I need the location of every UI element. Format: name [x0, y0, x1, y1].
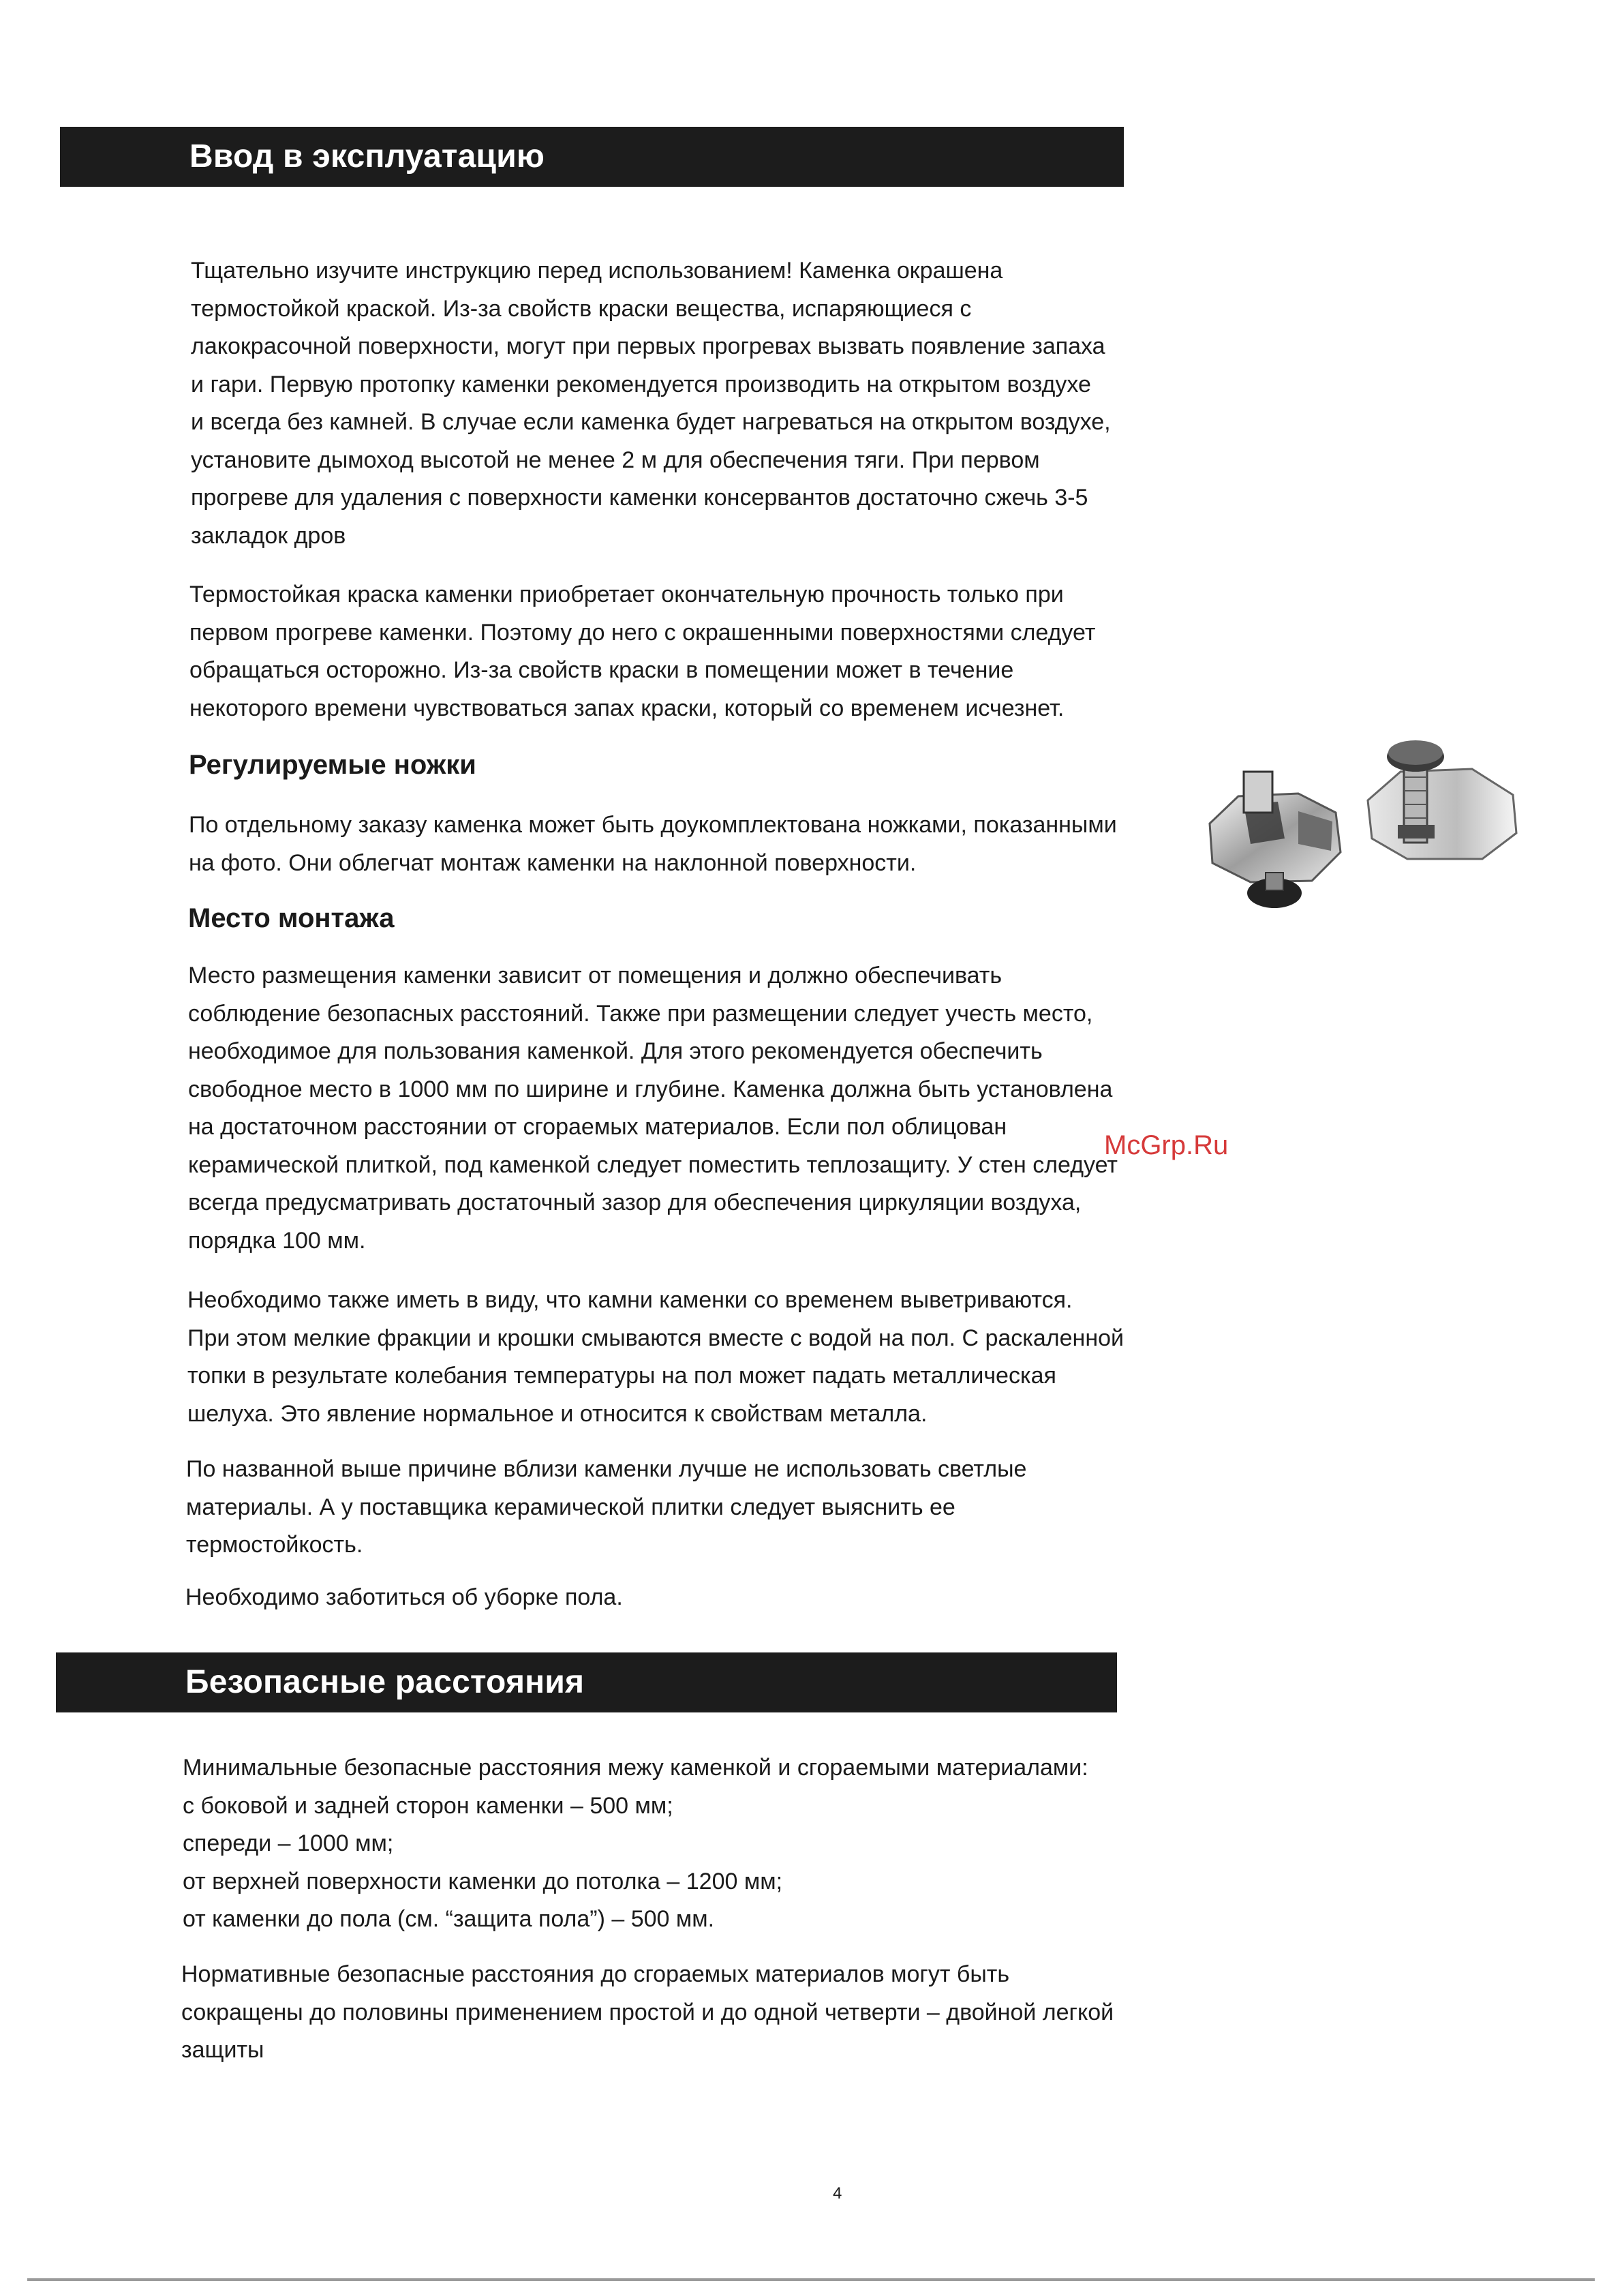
section-title-safe-distances: Безопасные расстояния — [56, 1652, 1117, 1712]
text-line: термостойкой краской. Из-за свойств краски вещества, испаряющиеся с — [191, 295, 972, 322]
text-line: некоторого времени чувствоваться запах краски, который со временем исчезнет. — [189, 695, 1065, 721]
text-line: необходимое для пользования каменкой. Для этого рекомендуется обеспечить — [188, 1038, 1043, 1064]
text-line: топки в результате колебания температуры на пол может падать металлическая — [187, 1363, 1056, 1389]
page-number: 4 — [833, 2184, 842, 2203]
text-line: Необходимо также иметь в виду, что камни каменки со временем выветриваются. — [187, 1287, 1073, 1313]
leg-left-graphic — [1210, 772, 1341, 908]
section-title-commissioning: Ввод в эксплуатацию — [60, 127, 1124, 187]
text-line: По названной выше причине вблизи каменки лучше не использовать светлые — [186, 1456, 1027, 1482]
text-line: на достаточном расстоянии от сгораемых материалов. Если пол облицован — [188, 1114, 1007, 1140]
text-line: обращаться осторожно. Из-за свойств краски в помещении может в течение — [189, 657, 1014, 683]
commissioning-paragraph-2 — [189, 576, 1095, 727]
text-line: первом прогреве каменки. Поэтому до него с окрашенными поверхностями следует — [189, 619, 1096, 646]
text-line: и гари. Первую протопку каменки рекомендуется производить на открытом воздухе — [191, 371, 1091, 397]
text-line: свободное место в 1000 мм по ширине и глубине. Каменка должна быть установлена — [188, 1076, 1113, 1102]
text-line: спереди – 1000 мм; — [183, 1830, 394, 1856]
text-line: установите дымоход высотой не менее 2 м для обеспечения тяги. При первом — [191, 447, 1040, 473]
text-line: защиты — [181, 2037, 264, 2063]
text-line: и всегда без камней. В случае если каменка будет нагреваться на открытом воздухе, — [191, 409, 1111, 435]
text-line: порядка 100 мм. — [188, 1227, 366, 1254]
text-line: Место размещения каменки зависит от помещения и должно обеспечивать — [188, 963, 1003, 988]
text-line: термостойкость. — [186, 1532, 363, 1558]
text-line: закладок дров — [191, 522, 346, 549]
text-line: соблюдение безопасных расстояний. Также при размещении следует учесть место, — [188, 1000, 1093, 1027]
installation-place-paragraph-4 — [185, 1579, 623, 1617]
text-line: шелуха. Это явление нормальное и относится к свойствам металла. — [187, 1400, 928, 1427]
text-line: материалы. А у поставщика керамической плитки следует выяснить ее — [186, 1494, 955, 1520]
adjustable-legs-heading: Регулируемые ножки — [189, 750, 476, 780]
text-line: сокращены до половины применением простой и до одной четверти – двойной легкой — [181, 1999, 1114, 2025]
text-line: Необходимо заботиться об уборке пола. — [185, 1584, 623, 1610]
text-line: Термостойкая краска каменки приобретает окончательную прочность только при — [189, 581, 1064, 607]
text-line: с боковой и задней сторон каменки – 500 мм; — [183, 1792, 673, 1819]
text-line: Нормативные безопасные расстояния до сгораемых материалов могут быть — [181, 1961, 1010, 1987]
installation-place-paragraph-1 — [188, 957, 1118, 1260]
text-line: По отдельному заказу каменка может быть доукомплектована ножками, показанными — [189, 812, 1117, 838]
installation-place-paragraph-2 — [187, 1282, 1124, 1433]
text-line: При этом мелкие фракции и крошки смываются вместе с водой на пол. С раскаленной — [187, 1325, 1124, 1351]
watermark: McGrp.Ru — [1104, 1130, 1229, 1160]
text-line: от верхней поверхности каменки до потолка – 1200 мм; — [183, 1868, 783, 1894]
safe-distances-paragraph-1 — [183, 1749, 1088, 1939]
adjustable-legs-photo — [1196, 736, 1523, 927]
adjustable-legs-paragraph — [189, 806, 1117, 882]
text-line: Минимальные безопасные расстояния межу каменкой и сгораемыми материалами: — [183, 1755, 1088, 1781]
text-line: лакокрасочной поверхности, могут при первых прогревах вызвать появление запаха — [191, 333, 1105, 359]
text-line: от каменки до пола (см. “защита пола”) – 500 мм. — [183, 1906, 715, 1932]
installation-place-paragraph-3 — [186, 1451, 1026, 1565]
installation-place-heading: Место монтажа — [188, 903, 395, 933]
commissioning-paragraph-1 — [191, 252, 1111, 555]
text-line: на фото. Они облегчат монтаж каменки на наклонной поверхности. — [189, 849, 917, 876]
text-line: Тщательно изучите инструкцию перед использованием! Каменка окрашена — [191, 258, 1003, 284]
bottom-divider — [27, 2278, 1595, 2281]
text-line: всегда предусматривать достаточный зазор для обеспечения циркуляции воздуха, — [188, 1190, 1082, 1215]
safe-distances-paragraph-2 — [181, 1956, 1114, 2070]
text-line: керамической плиткой, под каменкой следует поместить теплозащиту. У стен следует — [188, 1151, 1118, 1178]
text-line: прогреве для удаления с поверхности каменки консервантов достаточно сжечь 3-5 — [191, 485, 1088, 511]
leg-right-graphic — [1368, 740, 1516, 859]
